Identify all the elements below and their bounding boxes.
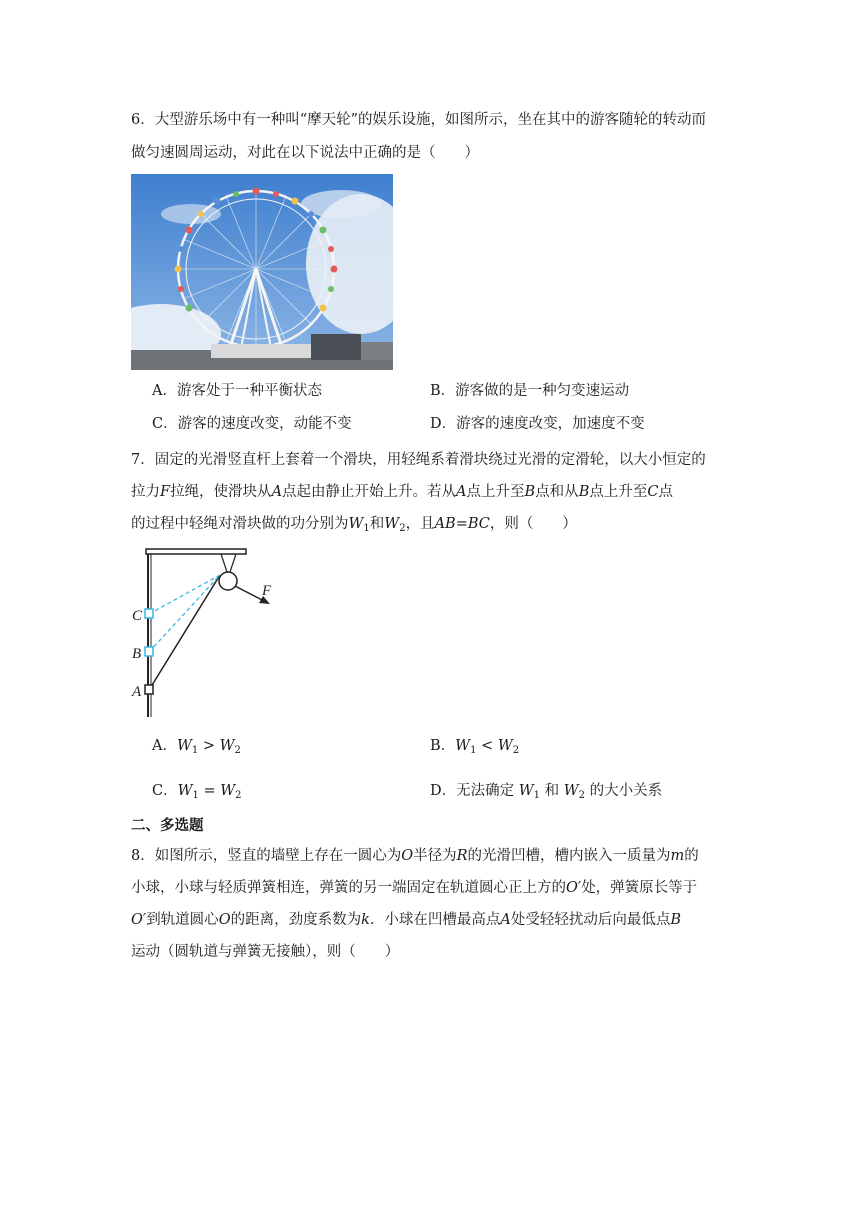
rope-to-a — [149, 575, 220, 690]
q7-stem-line2: 拉力F拉绳，使滑块从A点起由静止开始上升。若从A点上升至B点和从B点上升至C点 — [131, 484, 673, 500]
q7-stem-line3: 的过程中轻绳对滑块做的功分别为$W_1$和$W_2$，且AB=BC，则（ ） — [131, 516, 577, 534]
pulley-slider-diagram — [128, 545, 298, 720]
rope-to-b — [149, 575, 220, 652]
q7-option-c[interactable]: C．$W_1 = W_2$ — [152, 783, 242, 801]
slider-at-b — [145, 647, 153, 656]
q8-stem-line3: O′到轨道圆心O的距离，劲度系数为k．小球在凹槽最高点A处受轻轻扰动后向最低点B — [131, 912, 682, 928]
label-c: C — [132, 608, 143, 624]
ferris-wheel-photo — [131, 174, 393, 370]
q7-option-d[interactable]: D．无法确定 $W_1$ 和 $W_2$ 的大小关系 — [430, 783, 663, 801]
q8-stem-line4: 运动（圆轨道与弹簧无接触），则（ ） — [131, 944, 400, 960]
q7-option-a[interactable]: A．$W_1 > W_2$ — [152, 738, 241, 756]
pulley — [219, 572, 237, 590]
q7-stem-line1: 7．固定的光滑竖直杆上套着一个滑块，用轻绳系着滑块绕过光滑的定滑轮，以大小恒定的 — [131, 452, 706, 468]
slider-at-c — [145, 609, 153, 618]
rope-to-c — [149, 575, 220, 614]
q6-option-d[interactable]: D．游客的速度改变，加速度不变 — [430, 416, 645, 432]
label-a: A — [132, 684, 142, 700]
slider-at-a — [145, 685, 153, 694]
q8-stem-line2: 小球，小球与轻质弹簧相连，弹簧的另一端固定在轨道圆心正上方的O′处，弹簧原长等于 — [131, 880, 698, 896]
q8-stem-line1: 8．如图所示，竖直的墙壁上存在一圆心为O半径为R的光滑凹槽，槽内嵌入一质量为m的 — [131, 848, 699, 864]
q6-option-c[interactable]: C．游客的速度改变，动能不变 — [152, 416, 352, 432]
q6-stem-line1: 6．大型游乐场中有一种叫“摩天轮”的娱乐设施，如图所示，坐在其中的游客随轮的转动而 — [131, 112, 707, 128]
q6-option-b[interactable]: B．游客做的是一种匀变速运动 — [430, 383, 630, 399]
label-f: F — [262, 583, 272, 599]
q6-stem-line2: 做匀速圆周运动，对此在以下说法中正确的是（ ） — [131, 145, 479, 161]
label-b: B — [132, 646, 142, 662]
q6-option-a[interactable]: A．游客处于一种平衡状态 — [152, 383, 322, 399]
q7-option-b[interactable]: B．$W_1 < W_2$ — [430, 738, 520, 756]
section-heading-multiple-choice: 二、多选题 — [131, 818, 204, 834]
ceiling-beam — [146, 549, 246, 554]
